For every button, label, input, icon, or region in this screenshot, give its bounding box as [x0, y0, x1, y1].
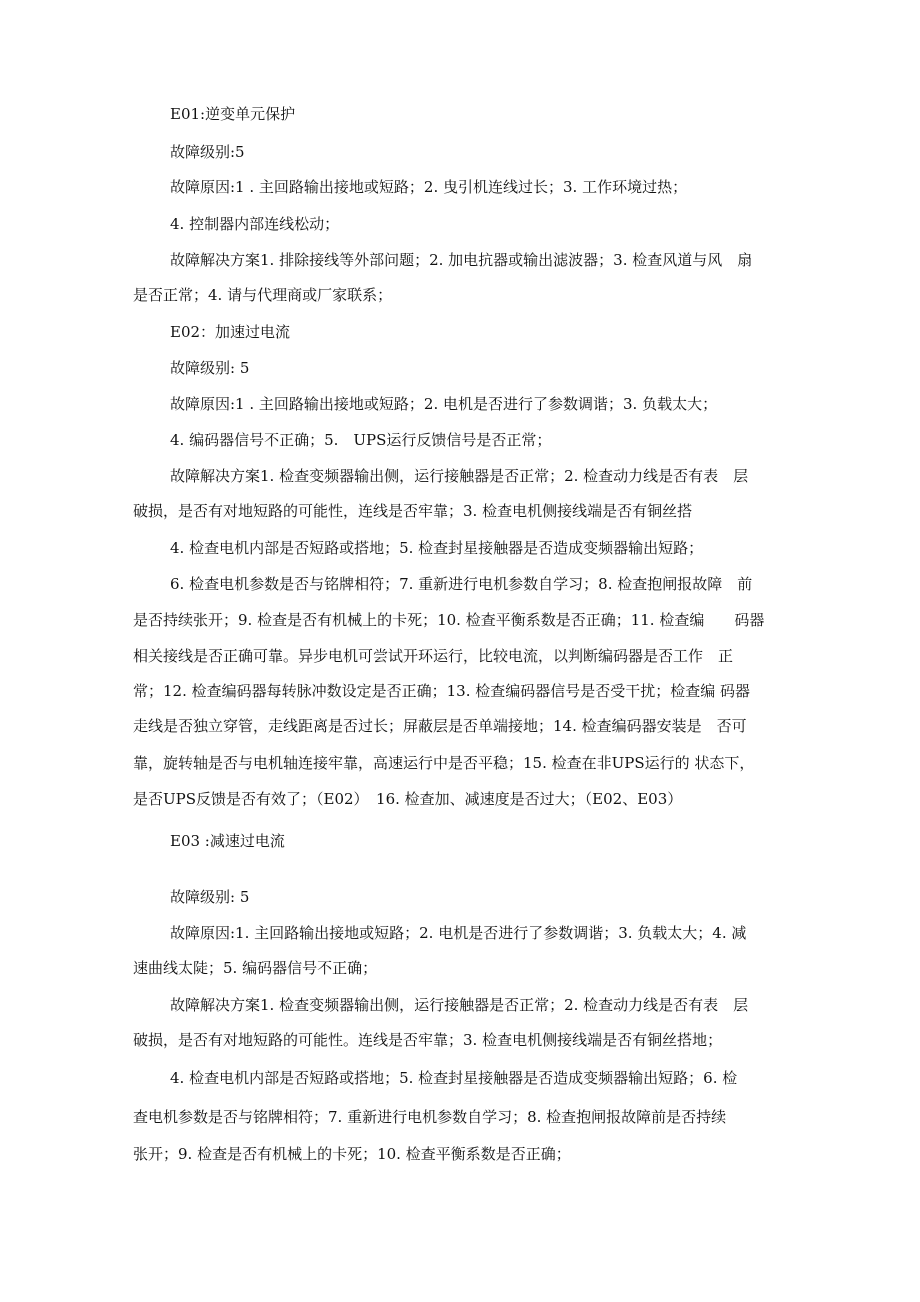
- fault-solution-e03-line-2: 破损，是否有对地短路的可能性。连线是否牢靠；3. 检查电机侧接线端是否有铜丝搭地；: [133, 1031, 723, 1049]
- fault-cause-e03-line-1: 故障原因:1. 主回路输出接地或短路；2. 电机是否进行了参数调谐；3. 负载太大；4. 减: [170, 924, 747, 942]
- fault-level-e02: 故障级别: 5: [170, 359, 250, 377]
- fault-solution-e03-line-3: 4. 检查电机内部是否短路或搭地；5. 检查封星接触器是否造成变频器输出短路；6. 检: [170, 1069, 738, 1087]
- fault-solution-e02-line-7: 常；12. 检查编码器每转脉冲数设定是否正确；13. 检查编码器信号是否受干扰；检查编 码器: [133, 682, 751, 700]
- fault-solution-e02-line-6: 相关接线是否正确可靠。异步电机可尝试开环运行，比较电流，以判断编码器是否工作 正: [133, 647, 734, 665]
- fault-solution-e01-line-2: 是否正常；4. 请与代理商或厂家联系；: [133, 286, 393, 304]
- fault-solution-e03-line-5: 张开；9. 检查是否有机械上的卡死；10. 检查平衡系数是否正确；: [133, 1145, 571, 1163]
- fault-solution-e02-line-3: 4. 检查电机内部是否短路或搭地；5. 检查封星接触器是否造成变频器输出短路；: [170, 539, 704, 557]
- fault-cause-e02-line-2: 4. 编码器信号不正确；5. UPS运行反馈信号是否正常；: [170, 431, 552, 449]
- fault-solution-e02-line-2: 破损，是否有对地短路的可能性，连线是否牢靠；3. 检查电机侧接线端是否有铜丝搭: [133, 502, 693, 520]
- fault-cause-e02-line-1: 故障原因:1 . 主回路输出接地或短路；2. 电机是否进行了参数调谐；3. 负载太大；: [170, 395, 718, 413]
- fault-solution-e02-line-8: 走线是否独立穿管，走线距离是否过长；屏蔽层是否单端接地；14. 检查编码器安装是 否可: [133, 717, 747, 735]
- fault-solution-e02-line-10: 是否UPS反馈是否有效了；（E02） 16. 检查加、减速度是否过大；（E02、E03）: [133, 790, 683, 808]
- fault-solution-e02-line-1: 故障解决方案1. 检查变频器输出侧，运行接触器是否正常；2. 检查动力线是否有表 层: [170, 467, 749, 485]
- fault-level-e03: 故障级别: 5: [170, 888, 250, 906]
- fault-solution-e02-line-5: 是否持续张开；9. 检查是否有机械上的卡死；10. 检查平衡系数是否正确；11. 检查编 码器: [133, 611, 765, 629]
- fault-level-e01: 故障级别:5: [170, 143, 245, 161]
- fault-solution-e03-line-4: 查电机参数是否与铭牌相符；7. 重新进行电机参数自学习；8. 检查抱闸报故障前是否持续: [133, 1108, 727, 1126]
- section-heading-e02: E02：加速过电流: [170, 323, 291, 341]
- fault-solution-e01-line-1: 故障解决方案1. 排除接线等外部问题；2. 加电抗器或输出滤波器；3. 检查风道与风 扇: [170, 251, 753, 269]
- fault-solution-e02-line-4: 6. 检查电机参数是否与铭牌相符；7. 重新进行电机参数自学习；8. 检查抱闸报故障 前: [170, 575, 753, 593]
- section-heading-e03: E03 :减速过电流: [170, 832, 285, 850]
- fault-cause-e03-line-2: 速曲线太陡；5. 编码器信号不正确；: [133, 959, 378, 977]
- section-heading-e01: E01:逆变单元保护: [170, 105, 296, 123]
- fault-solution-e03-line-1: 故障解决方案1. 检查变频器输出侧，运行接触器是否正常；2. 检查动力线是否有表 层: [170, 996, 749, 1014]
- fault-cause-e01-line-1: 故障原因:1 . 主回路输出接地或短路；2. 曳引机连线过长；3. 工作环境过热；: [170, 178, 688, 196]
- fault-cause-e01-line-2: 4. 控制器内部连线松动；: [170, 215, 340, 233]
- fault-solution-e02-line-9: 靠，旋转轴是否与电机轴连接牢靠，高速运行中是否平稳；15. 检查在非UPS运行的 状态下，: [133, 754, 755, 772]
